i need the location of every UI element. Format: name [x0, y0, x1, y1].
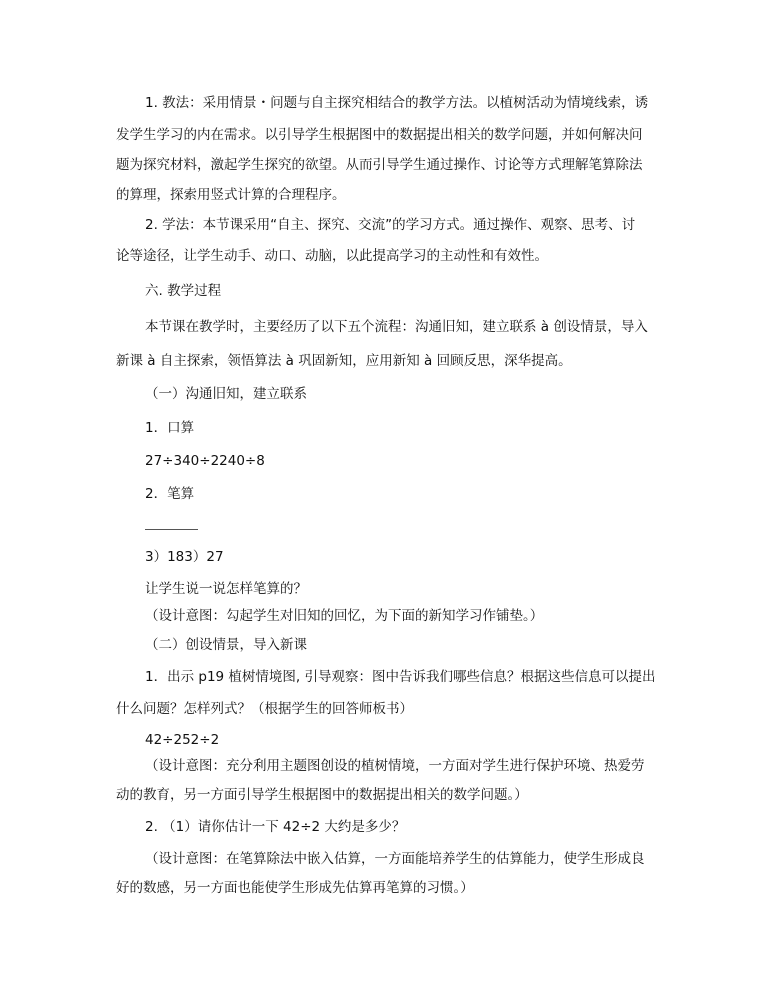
- ask-students-line: 让学生说一说怎样笔算的？: [145, 581, 307, 597]
- design-intent-1: （设计意图：勾起学生对旧知的回忆，为下面的新知学习作铺垫。）: [145, 608, 544, 624]
- written-calc-heading: 2．笔算: [145, 486, 195, 502]
- subsection-1-title: （一）沟通旧知，建立联系: [145, 386, 307, 402]
- design-intent-2-line-1: （设计意图：充分利用主题图创设的植树情境，一方面对学生进行保护环境、热爱劳: [145, 758, 645, 774]
- subsection-2-title: （二）创设情景，导入新课: [145, 637, 307, 653]
- teaching-method-line-4: 的算理，探索用竖式计算的合理程序。: [116, 187, 346, 203]
- design-intent-2-line-2: 动的教育，另一方面引导学生根据图中的数据提出相关的数学问题。）: [116, 787, 528, 803]
- estimate-question: 2. （1）请你估计一下 42÷2 大约是多少？: [145, 819, 406, 835]
- teaching-method-line-2: 发学生学习的内在需求。以引导学生根据图中的数据提出相关的数学问题，并如何解决问: [116, 127, 643, 143]
- design-intent-3-line-2: 好的数感，另一方面也能使学生形成先估算再笔算的习惯。）: [116, 880, 474, 896]
- design-intent-3-line-1: （设计意图：在笔算除法中嵌入估算，一方面能培养学生的估算能力，使学生形成良: [145, 851, 645, 867]
- written-calc-expression: 3）183）27: [145, 549, 224, 565]
- show-picture-line-2: 什么问题？怎样列式？（根据学生的回答师板书）: [116, 701, 413, 717]
- division-bar-rule: [145, 529, 198, 530]
- oral-calc-heading: 1．口算: [145, 420, 195, 436]
- teaching-method-line-1: 1. 教法：采用情景・问题与自主探究相结合的教学方法。以植树活动为情境线索，诱: [145, 95, 649, 111]
- teaching-method-line-3: 题为探究材料，激起学生探究的欲望。从而引导学生通过操作、讨论等方式理解笔算除法: [116, 157, 643, 173]
- show-picture-line-1: 1．出示 p19 植树情境图, 引导观察：图中告诉我们哪些信息？根据这些信息可以提出: [145, 669, 656, 685]
- flow-line-2: 新课 à 自主探索，领悟算法 à 巩固新知，应用新知 à 回顾反思，深华提高。: [116, 353, 572, 369]
- section-title: 六. 教学过程: [145, 283, 222, 299]
- oral-calc-expression: 27÷340÷2240÷8: [145, 453, 265, 469]
- flow-line-1: 本节课在教学时，主要经历了以下五个流程：沟通旧知，建立联系 à 创设情景，导入: [145, 319, 648, 335]
- expression-2: 42÷252÷2: [145, 732, 220, 748]
- learning-method-line-1: 2. 学法：本节课采用“自主、探究、交流”的学习方式。通过操作、观察、思考、讨: [145, 217, 636, 233]
- learning-method-line-2: 论等途径，让学生动手、动口、动脑，以此提高学习的主动性和有效性。: [116, 248, 548, 264]
